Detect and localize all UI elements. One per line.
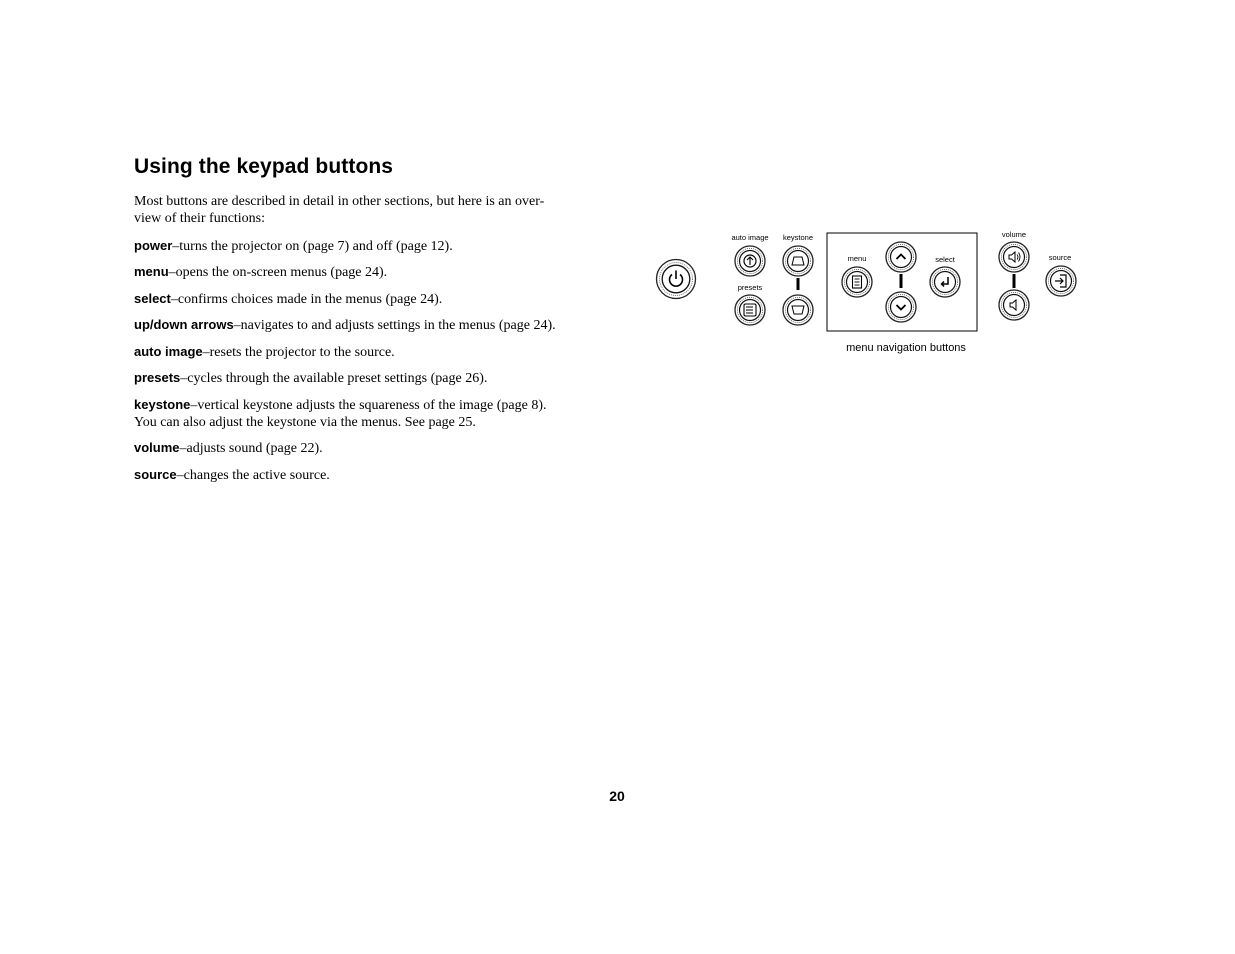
- select-button: [930, 267, 960, 297]
- item-desc: –confirms choices made in the menus (page 24).: [170, 292, 443, 307]
- keystone-label: keystone: [782, 233, 814, 242]
- auto-image-button: [735, 246, 765, 276]
- page-number: 20: [609, 788, 625, 804]
- menu-navigation-caption: menu navigation buttons: [846, 342, 966, 354]
- intro-line-2: view of their functions:: [134, 211, 266, 226]
- item-auto-image: [134, 343, 604, 361]
- keystone-down-button: [783, 295, 813, 325]
- item-term: keystone: [134, 397, 191, 412]
- volume-up-button: [999, 242, 1029, 272]
- item-desc: –adjusts sound (page 22).: [179, 441, 323, 456]
- item-presets: [134, 369, 604, 387]
- menu-button: [842, 267, 872, 297]
- keystone-divider: [797, 278, 800, 290]
- arrow-divider: [900, 274, 903, 288]
- item-volume: [134, 439, 604, 457]
- item-term: source: [134, 467, 177, 482]
- source-button: [1046, 266, 1076, 296]
- volume-label: volume: [1001, 230, 1027, 239]
- item-desc: –navigates to and adjusts settings in the menus (page 24).: [233, 318, 556, 333]
- item-menu: [134, 263, 604, 281]
- presets-button: [735, 295, 765, 325]
- page-title: Using the keypad buttons: [134, 155, 394, 178]
- volume-divider: [1013, 274, 1016, 288]
- item-desc: –turns the projector on (page 7) and off (page 12).: [172, 239, 453, 254]
- menu-label: menu: [847, 254, 867, 263]
- auto-image-label: auto image: [731, 233, 769, 242]
- item-desc: –vertical keystone adjusts the squareness of the image (page 8).: [190, 398, 547, 413]
- up-arrow-button: [886, 242, 916, 272]
- item-desc: –resets the projector to the source.: [202, 345, 395, 360]
- volume-down-button: [999, 290, 1029, 320]
- select-label: select: [935, 255, 955, 264]
- source-label: source: [1048, 253, 1072, 262]
- intro-line-1: Most buttons are described in detail in other sections, but here is an over-: [134, 194, 545, 209]
- item-term: select: [134, 291, 171, 306]
- power-button: [657, 260, 696, 299]
- keypad-diagram: [650, 225, 1090, 360]
- item-term: power: [134, 238, 173, 253]
- keystone-up-button: [783, 246, 813, 276]
- presets-label: presets: [737, 283, 763, 292]
- item-term: auto image: [134, 344, 203, 359]
- item-desc: –opens the on-screen menus (page 24).: [168, 265, 388, 280]
- item-select: [134, 290, 604, 308]
- item-term: volume: [134, 440, 180, 455]
- item-desc-line-2: You can also adjust the keystone via the menus. See page 25.: [134, 415, 476, 430]
- down-arrow-button: [886, 292, 916, 322]
- intro-paragraph: [134, 193, 599, 227]
- item-term: menu: [134, 264, 169, 279]
- item-power: [134, 237, 604, 255]
- item-term: presets: [134, 370, 181, 385]
- item-source: [134, 466, 604, 484]
- item-desc: –changes the active source.: [176, 468, 330, 483]
- item-desc: –cycles through the available preset settings (page 26).: [180, 371, 488, 386]
- item-term: up/down arrows: [134, 317, 234, 332]
- item-up-down-arrows: [134, 316, 604, 334]
- item-keystone: [134, 396, 604, 431]
